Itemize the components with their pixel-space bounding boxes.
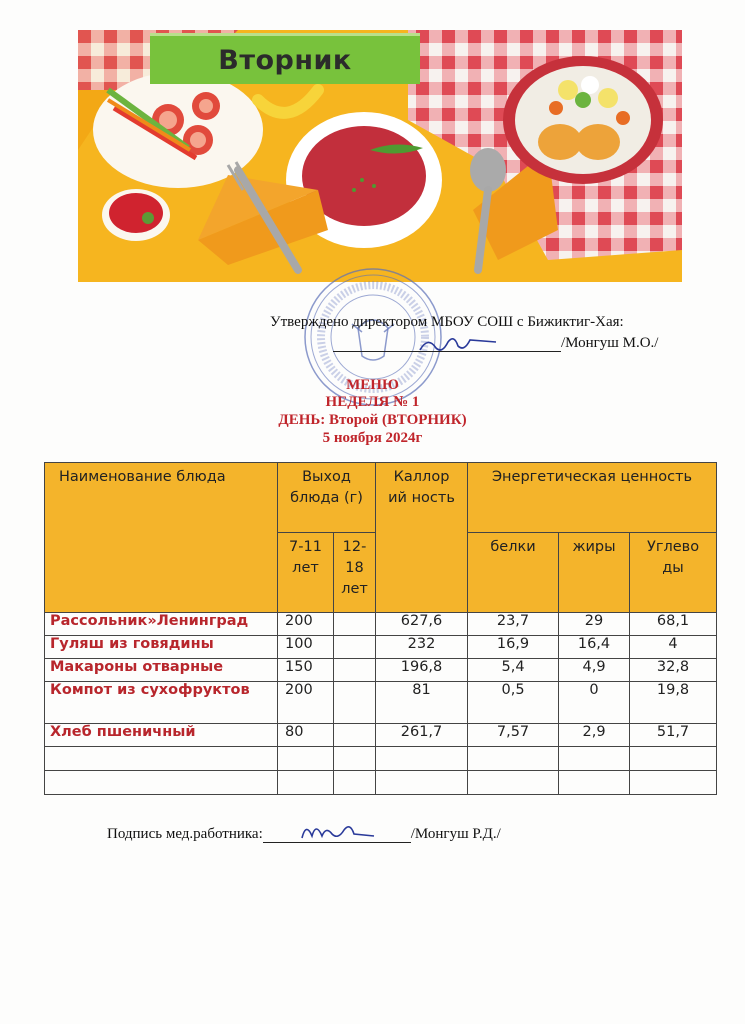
approval-text: Утверждено директором МБОУ СОШ с Бижиктиг-Хая:	[270, 314, 624, 330]
header-calories: Каллор ий ность	[376, 463, 468, 613]
yield-7-11: 150	[278, 659, 334, 682]
header-age-12-18: 12- 18 лет	[334, 533, 376, 613]
medical-signature	[298, 818, 378, 844]
yield-12-18	[334, 724, 376, 747]
header-protein: белки	[468, 533, 559, 613]
table-row	[45, 724, 717, 747]
empty-row	[45, 771, 717, 795]
protein: 23,7	[468, 613, 559, 636]
menu-week: НЕДЕЛЯ № 1	[325, 394, 420, 410]
medical-name: /Монгуш Р.Д./	[410, 826, 501, 842]
yield-12-18	[334, 636, 376, 659]
table-row	[45, 659, 717, 682]
yield-12-18	[334, 659, 376, 682]
yield-12-18	[334, 613, 376, 636]
dish-name: Рассольник»Ленинград	[45, 613, 278, 636]
protein: 16,9	[468, 636, 559, 659]
fat: 0	[559, 682, 630, 724]
dish-name: Компот из сухофруктов	[45, 682, 278, 724]
calories: 81	[376, 682, 468, 724]
fat: 16,4	[559, 636, 630, 659]
menu-title: МЕНЮ	[346, 377, 399, 393]
yield-7-11: 200	[278, 613, 334, 636]
carbs: 51,7	[630, 724, 717, 747]
calories: 627,6	[376, 613, 468, 636]
carbs: 4	[630, 636, 717, 659]
protein: 7,57	[468, 724, 559, 747]
header-dish: Наименование блюда	[45, 463, 278, 613]
fat: 2,9	[559, 724, 630, 747]
empty-row	[45, 747, 717, 771]
director-name: /Монгуш М.О./	[561, 335, 659, 351]
table-row	[45, 613, 717, 636]
protein: 5,4	[468, 659, 559, 682]
day-tab	[150, 33, 420, 84]
dish-name: Хлеб пшеничный	[45, 724, 278, 747]
yield-7-11: 80	[278, 724, 334, 747]
header-energy: Энергетическая ценность	[468, 463, 717, 533]
header-yield: Выход блюда (г)	[278, 463, 376, 533]
header-age-7-11: 7-11 лет	[278, 533, 334, 613]
medical-label: Подпись мед.работника:	[107, 826, 263, 842]
fat: 29	[559, 613, 630, 636]
day-label: Вторник	[218, 44, 352, 76]
yield-12-18	[334, 682, 376, 724]
carbs: 19,8	[630, 682, 717, 724]
director-signature	[418, 332, 498, 356]
calories: 196,8	[376, 659, 468, 682]
dish-name: Макароны отварные	[45, 659, 278, 682]
fat: 4,9	[559, 659, 630, 682]
carbs: 32,8	[630, 659, 717, 682]
table-row	[45, 636, 717, 659]
menu-date: 5 ноября 2024г	[322, 430, 423, 446]
dish-name: Гуляш из говядины	[45, 636, 278, 659]
calories: 261,7	[376, 724, 468, 747]
yield-7-11: 200	[278, 682, 334, 724]
header-carbs: Углево ды	[630, 533, 717, 613]
menu-table	[44, 462, 717, 795]
table-row	[45, 682, 717, 724]
calories: 232	[376, 636, 468, 659]
protein: 0,5	[468, 682, 559, 724]
header-fat: жиры	[559, 533, 630, 613]
menu-day: ДЕНЬ: Второй (ВТОРНИК)	[278, 412, 467, 428]
carbs: 68,1	[630, 613, 717, 636]
yield-7-11: 100	[278, 636, 334, 659]
